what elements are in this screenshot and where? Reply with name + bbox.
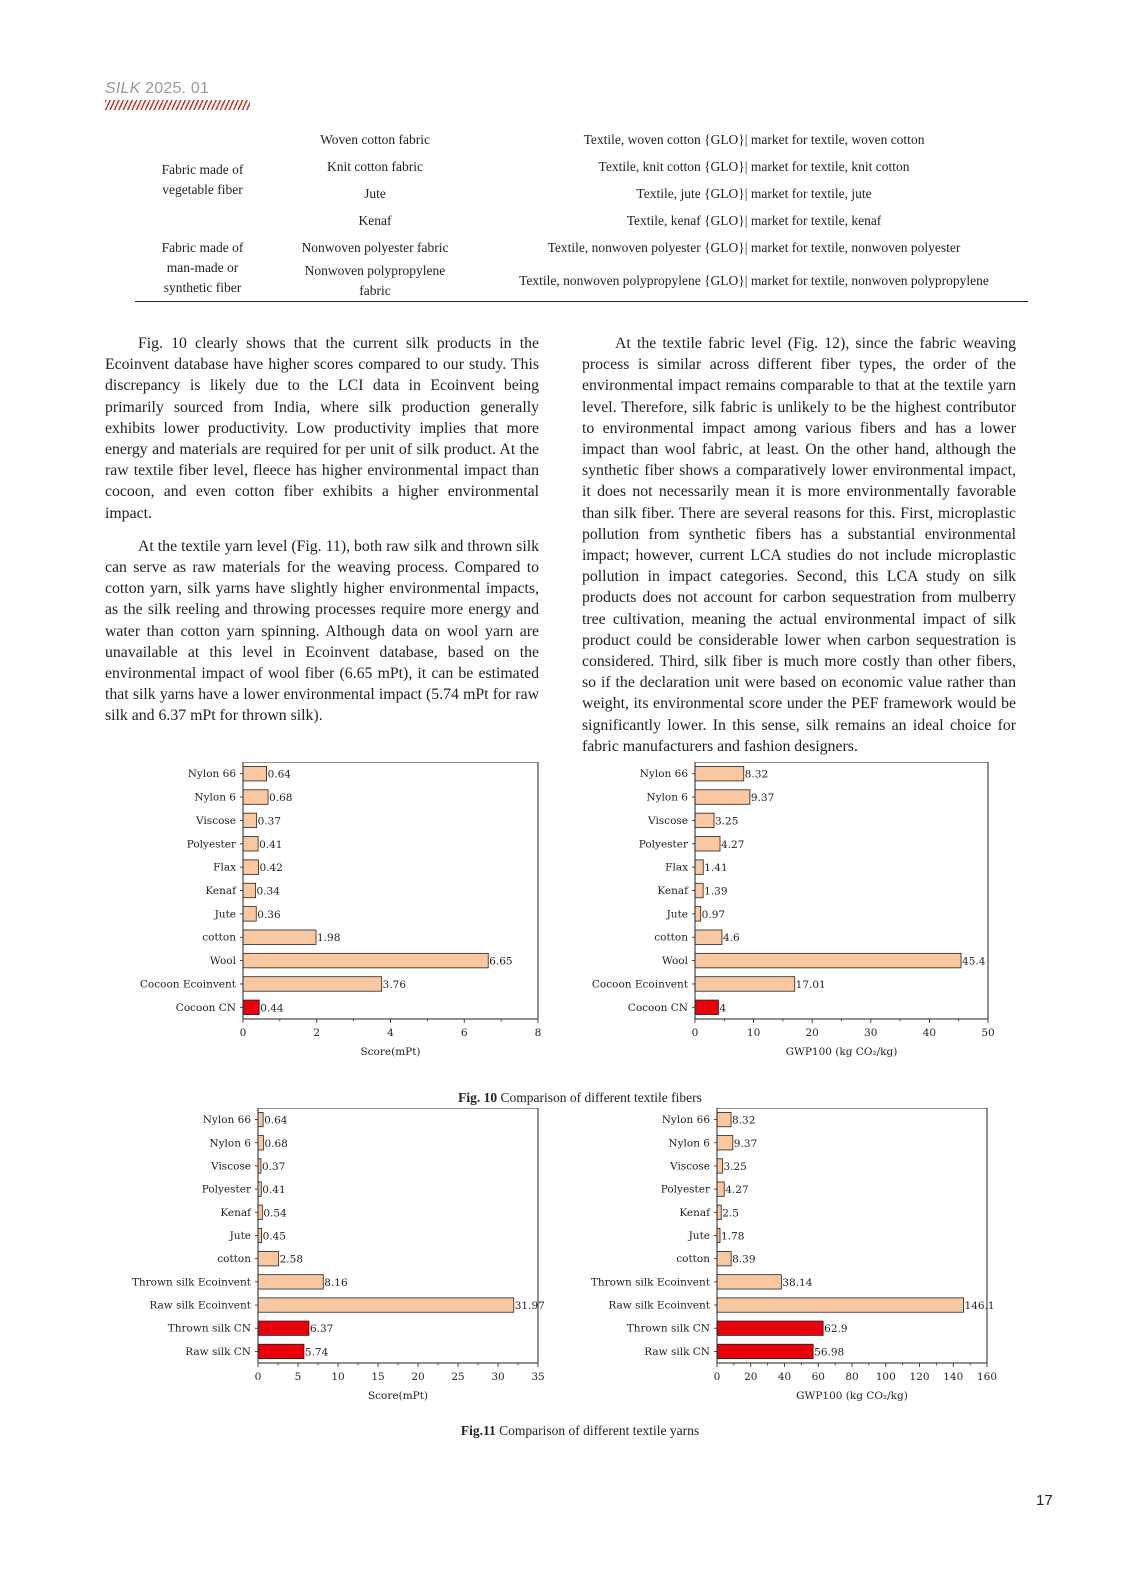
category-label: Thrown silk CN [167, 1322, 251, 1335]
chart-bar [243, 790, 268, 804]
chart-bar [243, 930, 316, 944]
x-tick-label: 60 [811, 1371, 825, 1383]
fig11-caption: Fig.11 Comparison of different textile yarns [460, 1423, 700, 1438]
value-label: 45.4 [962, 955, 986, 968]
page-number: 17 [1036, 1492, 1053, 1509]
category-label: Nylon 6 [668, 1137, 710, 1150]
journal-name: SILK 2025. 01 [105, 80, 210, 97]
chart-bar [717, 1321, 823, 1335]
category-label: Kenaf [205, 885, 236, 897]
x-tick-label: 20 [411, 1371, 425, 1383]
category-label: Nylon 6 [646, 791, 688, 804]
value-label: 9.37 [733, 1137, 758, 1150]
category-label: Polyester [660, 1183, 710, 1196]
fig10-caption: Fig. 10 Comparison of different textile fibers [458, 1090, 702, 1105]
category-label: Raw silk Ecoinvent [149, 1299, 251, 1312]
x-tick-label: 5 [294, 1371, 302, 1383]
fig10-gwp-chart [590, 762, 1020, 1062]
category-label: cotton [654, 931, 688, 944]
table-cell-fabric: Jute [364, 185, 386, 201]
value-label: 2.5 [722, 1207, 739, 1220]
chart-bar [717, 1251, 731, 1265]
chart-bar [695, 1000, 718, 1014]
chart-bar [717, 1298, 964, 1312]
category-label: Nylon 6 [209, 1137, 251, 1150]
chart-bar [258, 1344, 304, 1358]
x-tick-label: 40 [922, 1027, 937, 1039]
category-label: Wool [661, 955, 688, 968]
category-label: Viscose [670, 1160, 710, 1173]
chart-bar [243, 883, 256, 897]
value-label: 0.42 [259, 862, 283, 875]
chart-bar [717, 1112, 731, 1126]
value-label: 0.41 [259, 838, 283, 851]
category-label: cotton [202, 931, 236, 944]
fabric-dataset-table [135, 126, 1028, 302]
x-tick-label: 20 [805, 1027, 819, 1039]
category-label: Jute [688, 1230, 710, 1242]
value-label: 0.68 [264, 1137, 288, 1150]
chart-bar [717, 1205, 721, 1219]
category-label: Viscose [211, 1160, 251, 1173]
chart-bar [717, 1275, 781, 1289]
x-tick-label: 35 [531, 1371, 545, 1383]
x-tick-label: 40 [777, 1371, 792, 1383]
chart-bar [243, 977, 382, 991]
value-label: 0.64 [267, 768, 291, 781]
chart-bar [258, 1136, 263, 1150]
table-cell-dataset: Textile, knit cotton {GLO}| market for textile, knit cotton [598, 158, 910, 174]
x-tick-label: 100 [875, 1371, 896, 1383]
category-label: Kenaf [220, 1206, 251, 1219]
category-label: Viscose [196, 814, 236, 827]
chart-bar [243, 860, 258, 874]
category-label: Raw silk Ecoinvent [608, 1299, 710, 1312]
x-tick-label: 0 [713, 1371, 721, 1383]
value-label: 3.76 [382, 978, 407, 991]
table-cell-dataset: Textile, jute {GLO}| market for textile, jute [636, 185, 872, 201]
x-tick-label: 10 [746, 1027, 761, 1039]
x-tick-label: 30 [491, 1371, 505, 1383]
chart-bar [717, 1344, 813, 1358]
value-label: 0.36 [257, 908, 281, 921]
category-label: Nylon 6 [194, 791, 236, 804]
value-label: 38.14 [782, 1276, 813, 1289]
chart-bar [717, 1136, 733, 1150]
value-label: 0.97 [701, 908, 726, 921]
category-label: Cocoon CN [175, 1001, 236, 1014]
value-label: 6.65 [489, 955, 513, 968]
category-label: Viscose [648, 814, 688, 827]
category-label: Nylon 66 [661, 1114, 710, 1127]
value-label: 17.01 [795, 978, 826, 991]
table-cell-fabric: Nonwoven polypropylene fabric [270, 261, 480, 302]
category-label: Kenaf [657, 885, 688, 897]
chart-bar [695, 953, 961, 967]
value-label: 0.68 [269, 792, 293, 805]
table-cell-dataset: Textile, woven cotton {GLO}| market for textile, woven cotton [583, 131, 925, 147]
table-cell-fabric: Knit cotton fabric [327, 158, 423, 174]
value-label: 3.25 [723, 1160, 747, 1173]
x-tick-label: 6 [460, 1027, 468, 1039]
chart-bar [695, 977, 795, 991]
category-label: Flax [665, 861, 688, 874]
category-label: Cocoon CN [627, 1001, 688, 1014]
table-group-synthetic: Fabric made of man-made or synthetic fiber [135, 234, 270, 302]
category-label: Thrown silk Ecoinvent [131, 1276, 251, 1289]
value-label: 4.27 [725, 1184, 749, 1197]
x-tick-label: 4 [387, 1027, 394, 1039]
category-label: Nylon 66 [202, 1114, 251, 1127]
chart-bar [258, 1298, 514, 1312]
x-tick-label: 30 [864, 1027, 878, 1039]
paragraph: At the textile fabric level (Fig. 12), since the fabric weaving process is similar across different fiber types, the order of the environmental impact remains comparable to that at the textile yarn level. Therefore, silk fabric is unlikely to be the highest contributor to environmental impact among various fibers and has a lower impact than wool fabric, at least. On the other hand, although the synthetic fiber shows a comparatively lower environmental impact, it does not necessarily mean it is more environmentally favorable than silk fiber. There are several reasons for this. First, microplastic pollution from synthetic fibers has a substantial environmental impact; however, current LCA studies do not include microplastic pollution in impact categories. Second, this LCA study on silk products does not account for carbon sequestration from mulberry tree cultivation, meaning the actual environmental impact of silk product could be considerable lower when carbon sequestration is considered. Third, silk fiber is much more costly than other fibers, so if the declaration unit were based on economic value rather than weight, its environmental score under the PEF framework would be significantly lower. In this sense, silk remains an ideal choice for fabric manufacturers and fashion designers. [582, 335, 1016, 755]
category-label: Jute [214, 908, 236, 921]
fig11-score-chart [125, 1108, 565, 1413]
x-tick-label: 15 [371, 1371, 385, 1383]
value-label: 4 [719, 1002, 727, 1015]
category-label: Jute [666, 908, 688, 921]
category-label: Jute [229, 1230, 251, 1242]
chart-bar [243, 907, 256, 921]
category-label: Raw silk CN [644, 1345, 710, 1358]
value-label: 8.32 [744, 768, 769, 781]
value-label: 6.37 [309, 1323, 334, 1336]
value-label: 31.97 [514, 1300, 545, 1313]
value-label: 0.64 [264, 1114, 288, 1127]
category-label: Cocoon Ecoinvent [139, 978, 236, 991]
category-label: Polyester [201, 1183, 251, 1196]
value-label: 8.32 [732, 1114, 756, 1127]
value-label: 56.98 [814, 1346, 845, 1359]
value-label: 8.39 [732, 1253, 756, 1266]
value-label: 0.37 [257, 815, 282, 828]
paragraph: At the textile yarn level (Fig. 11), both raw silk and thrown silk can serve as raw materials for the weaving process. Compared to cotton yarn, silk yarns have slightly higher environmental impacts, as the silk reeling and throwing processes require more energy and water than cotton yarn spinning. Although data on wool yarn are unavailable at this level in Ecoinvent database, based on the environmental impact of wool fiber (6.65 mPt), it can be estimated that silk yarns have a lower environmental impact (5.74 mPt for raw silk and 6.37 mPt for thrown silk). [105, 537, 539, 725]
value-label: 0.44 [260, 1002, 284, 1015]
chart-bar [717, 1182, 724, 1196]
table-row [135, 126, 1028, 153]
category-label: Thrown silk Ecoinvent [590, 1276, 710, 1289]
table-group-vegetable: Fabric made of vegetable fiber [161, 162, 244, 197]
category-label: Flax [213, 861, 236, 874]
value-label: 8.16 [324, 1276, 348, 1289]
table-cell-fabric: Kenaf [358, 212, 392, 228]
x-tick-label: 0 [239, 1027, 247, 1039]
value-label: 3.25 [715, 815, 739, 828]
category-label: Nylon 66 [187, 768, 236, 781]
value-label: 2.58 [279, 1253, 304, 1266]
header-stripes [105, 100, 250, 110]
chart-bar [243, 766, 267, 780]
value-label: 1.39 [704, 885, 728, 898]
value-label: 1.98 [317, 932, 341, 945]
fig10-score-chart [125, 762, 565, 1062]
x-tick-label: 160 [976, 1371, 998, 1383]
body-column-left [105, 333, 539, 739]
chart-bar [258, 1251, 279, 1265]
table-row [135, 234, 1028, 261]
value-label: 0.41 [262, 1184, 286, 1197]
value-label: 146.1 [964, 1300, 995, 1313]
table-cell-fabric: Woven cotton fabric [320, 131, 430, 147]
value-label: 0.54 [263, 1207, 287, 1220]
category-label: Cocoon Ecoinvent [591, 978, 688, 991]
x-tick-label: 10 [331, 1371, 345, 1383]
category-label: Wool [209, 955, 236, 968]
x-tick-label: 25 [451, 1371, 465, 1383]
body-column-right [582, 333, 1016, 769]
category-label: cotton [676, 1253, 710, 1266]
chart-bar [258, 1321, 309, 1335]
table-cell-dataset: Textile, kenaf {GLO}| market for textile, kenaf [626, 212, 882, 228]
x-tick-label: 20 [744, 1371, 758, 1383]
x-tick-label: 80 [845, 1371, 859, 1383]
category-label: Nylon 66 [639, 768, 688, 781]
value-label: 4.27 [721, 838, 745, 851]
value-label: 0.37 [261, 1160, 286, 1173]
x-axis-label: Score(mPt) [367, 1390, 429, 1402]
chart-bar [258, 1228, 262, 1242]
chart-bar [243, 837, 258, 851]
chart-bar [695, 883, 703, 897]
x-tick-label: 0 [691, 1027, 699, 1039]
x-tick-label: 140 [943, 1371, 964, 1383]
chart-bar [258, 1275, 323, 1289]
x-axis-label: GWP100 (kg CO₂/kg) [785, 1046, 898, 1058]
chart-bar [258, 1205, 262, 1219]
chart-bar [695, 837, 720, 851]
chart-bar [243, 953, 488, 967]
category-label: Polyester [638, 838, 688, 851]
value-label: 0.45 [262, 1230, 286, 1243]
x-tick-label: 2 [313, 1027, 321, 1039]
chart-bar [717, 1159, 722, 1173]
chart-bar [258, 1112, 263, 1126]
chart-bar [695, 930, 722, 944]
category-label: Polyester [186, 838, 236, 851]
value-label: 4.6 [722, 932, 740, 945]
chart-bar [695, 766, 744, 780]
x-tick-label: 50 [981, 1027, 995, 1039]
category-label: cotton [217, 1253, 251, 1266]
chart-bar [243, 1000, 259, 1014]
fig11-gwp-chart [590, 1108, 1020, 1413]
x-tick-label: 120 [909, 1371, 930, 1383]
value-label: 0.34 [256, 885, 280, 898]
running-header [105, 80, 250, 110]
value-label: 1.78 [721, 1230, 745, 1243]
chart-bar [695, 860, 703, 874]
table-cell-dataset: Textile, nonwoven polyester {GLO}| market for textile, nonwoven polyester [547, 239, 961, 255]
chart-bar [695, 907, 701, 921]
paragraph: Fig. 10 clearly shows that the current silk products in the Ecoinvent database have higher scores compared to our study. This discrepancy is likely due to the LCI data in Ecoinvent being primarily sourced from India, where silk production generally exhibits lower productivity. Low productivity implies that more energy and materials are required for per unit of silk product. At the raw textile fiber level, fleece has higher environmental impact than cocoon, and even cotton fiber exhibits a higher environmental impact. [105, 335, 539, 522]
x-tick-label: 0 [254, 1371, 262, 1383]
x-axis-label: Score(mPt) [360, 1046, 421, 1058]
category-label: Kenaf [679, 1206, 710, 1219]
x-axis-label: GWP100 (kg CO₂/kg) [796, 1390, 908, 1402]
table-cell-fabric: Nonwoven polyester fabric [301, 239, 449, 255]
category-label: Thrown silk CN [626, 1322, 710, 1335]
value-label: 5.74 [304, 1346, 329, 1359]
value-label: 9.37 [750, 792, 775, 805]
chart-bar [695, 790, 750, 804]
chart-bar [695, 813, 714, 827]
table-cell-dataset: Textile, nonwoven polypropylene {GLO}| market for textile, nonwoven polypropylene [480, 261, 1028, 302]
category-label: Raw silk CN [185, 1345, 251, 1358]
chart-bar [243, 813, 257, 827]
value-label: 1.41 [704, 862, 728, 875]
value-label: 62.9 [824, 1323, 848, 1336]
x-tick-label: 8 [534, 1027, 542, 1039]
